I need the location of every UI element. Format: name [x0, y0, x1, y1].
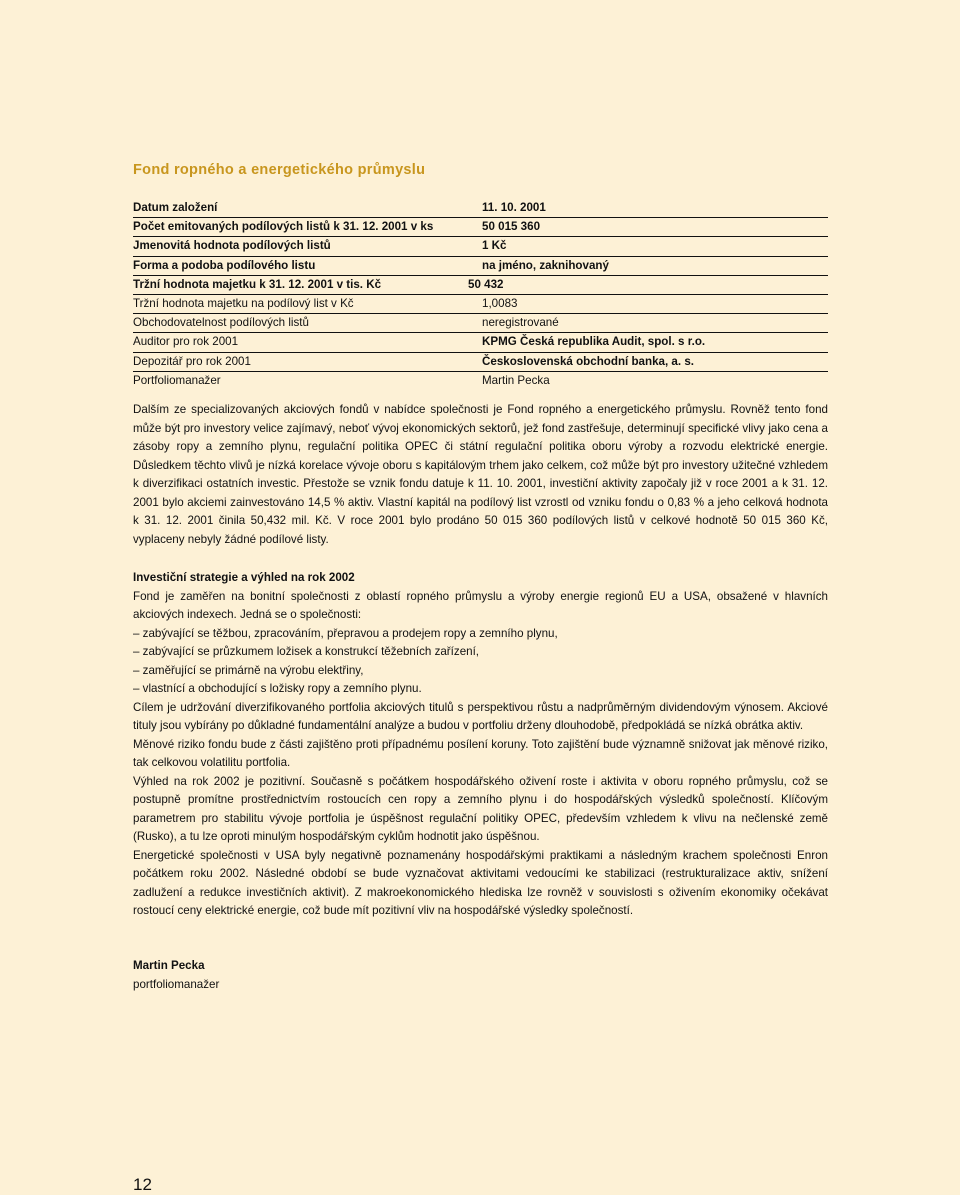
info-value: Martin Pecka [482, 373, 550, 387]
strategy-paragraph-goal: Cílem je udržování diverzifikovaného portfolia akciových titulů s perspektivou růstu a nadprůměrným dividendovým výnosem. Akciové tituly jsou vybírány po důkladné fundamentální analýze a budou v portfoliu drženy dlouhodobě, předpokládá se nízká obrátka aktiv. [133, 700, 828, 732]
info-label: Jmenovitá hodnota podílových listů [133, 239, 331, 253]
info-label: Depozitář pro rok 2001 [133, 354, 251, 368]
info-value: KPMG Česká republika Audit, spol. s r.o. [482, 335, 706, 349]
strategy-paragraph-usa: Energetické společnosti v USA byly negativně poznamenány hospodářskými praktikami a následným krachem společnosti Enron počátkem roku 2002. Následné období se bude vyznačovat aktivitami vedoucími ke stabilizaci (restrukturalizace aktiv, snížení zadlužení a redukce investičních aktivit). Z makroekonomického hlediska lze rovněž v souvislosti s oživením ekonomiky očekávat rostoucí ceny elektrické energie, což bude mít pozitivní vliv na hospodářské výsledky společností. [133, 848, 828, 917]
info-row-tradability [133, 314, 828, 333]
info-value: na jméno, zaknihovaný [482, 258, 609, 272]
info-value: 1 Kč [482, 239, 507, 253]
info-row-unit-form [133, 257, 828, 276]
signature-block [133, 957, 219, 994]
info-label: Tržní hodnota majetku k 31. 12. 2001 v tis. Kč [133, 277, 382, 291]
info-value: 1,0083 [482, 296, 518, 310]
info-value: 50 015 360 [482, 220, 541, 234]
info-label: Forma a podoba podílového listu [133, 258, 316, 272]
info-value: 11. 10. 2001 [482, 201, 546, 214]
list-item: – zabývající se průzkumem ložisek a konstrukcí těžebních zařízení, [133, 645, 480, 658]
info-label: Portfoliomanažer [133, 373, 221, 387]
info-row-units-issued [133, 218, 828, 237]
info-value: Československá obchodní banka, a. s. [482, 354, 694, 368]
info-value: 50 432 [468, 277, 504, 291]
info-row-market-value [133, 276, 828, 295]
info-row-depository [133, 353, 828, 372]
info-label: Auditor pro rok 2001 [133, 335, 239, 349]
info-row-founding-date [133, 199, 828, 218]
strategy-intro: Fond je zaměřen na bonitní společnosti z oblastí ropného průmyslu a výroby energie regionů EU a USA, obsažené v hlavních akciových indexech. Jedná se o společnosti: [133, 589, 828, 621]
info-row-value-per-unit [133, 295, 828, 314]
section-heading: Investiční strategie a výhled na rok 2002 [133, 571, 355, 584]
info-row-portfolio-manager [133, 372, 828, 390]
info-label: Tržní hodnota majetku na podílový list v Kč [133, 296, 354, 310]
info-label: Obchodovatelnost podílových listů [133, 316, 309, 330]
strategy-section [133, 569, 828, 921]
info-label: Počet emitovaných podílových listů k 31. 12. 2001 v ks [133, 220, 434, 234]
strategy-paragraph-currency-risk: Měnové riziko fondu bude z části zajištěno proti případnému posílení koruny. Toto zajištění bude významně snižovat jak měnové riziko, tak celkovou volatilitu portfolia. [133, 737, 828, 769]
list-item: – zabývající se těžbou, zpracováním, přepravou a prodejem ropy a zemního plynu, [133, 626, 558, 640]
info-row-nominal-value [133, 237, 828, 256]
fund-title: Fond ropného a energetického průmyslu [133, 162, 426, 178]
info-label: Datum založení [133, 201, 218, 214]
fund-info-table [133, 199, 828, 390]
page-number: 12 [133, 1175, 152, 1194]
signature-name: Martin Pecka [133, 959, 205, 972]
lead-paragraph: Dalším ze specializovaných akciových fondů v nabídce společnosti je Fond ropného a energetického průmyslu. Rovněž tento fond může být pro investory velice zajímavý, neboť vývoj ekonomických sektorů, jež fond zastřešuje, determinují specifické vlivy jako cena a zásoby ropy a zemního plynu, regulační politika OPEC či státní regulační politika oboru výroby a rozvodu elektrické energie. Důsledkem těchto vlivů je nízká korelace vývoje oboru s kapitálovým trhem jako celkem, což může být pro investory užitečné vzhledem k diverzifikaci ostatních investic. Přestože se vznik fondu datuje k 11. 10. 2001, investiční aktivity započaly již v roce 2001 a k 31. 12. 2001 bylo akciemi zainvestováno 14,5 % aktiv. Vlastní kapitál na podílový list vzrostl od vzniku fondu o 0,83 % a jeho celková hodnota k 31. 12. 2001 činila 50,432 mil. Kč. V roce 2001 bylo prodáno 50 015 360 podílových listů v celkové hodnotě 50 015 360 Kč, vyplaceny nebyly žádné podílové listy. [133, 403, 828, 546]
info-value: neregistrované [482, 316, 559, 330]
list-item: – vlastnící a obchodující s ložisky ropy a zemního plynu. [133, 682, 422, 695]
info-row-auditor [133, 333, 828, 352]
signature-role: portfoliomanažer [133, 977, 220, 991]
strategy-paragraph-outlook: Výhled na rok 2002 je pozitivní. Současně s počátkem hospodářského oživení roste i aktivita v oboru ropného průmyslu, což se postupně promítne prostřednictvím rostoucích cen ropy a zemního plynu i do hospodářských výsledků společností. Klíčovým parametrem pro stabilitu vývoje portfolia je úspěšnost regulační politiky OPEC, především vzhledem k vlivu na nečlenské země (Rusko), a tu lze oproti minulým hospodářským cyklům hodnotit jako úspěšnou. [133, 774, 828, 843]
list-item: – zaměřující se primárně na výrobu elektřiny, [133, 663, 364, 677]
